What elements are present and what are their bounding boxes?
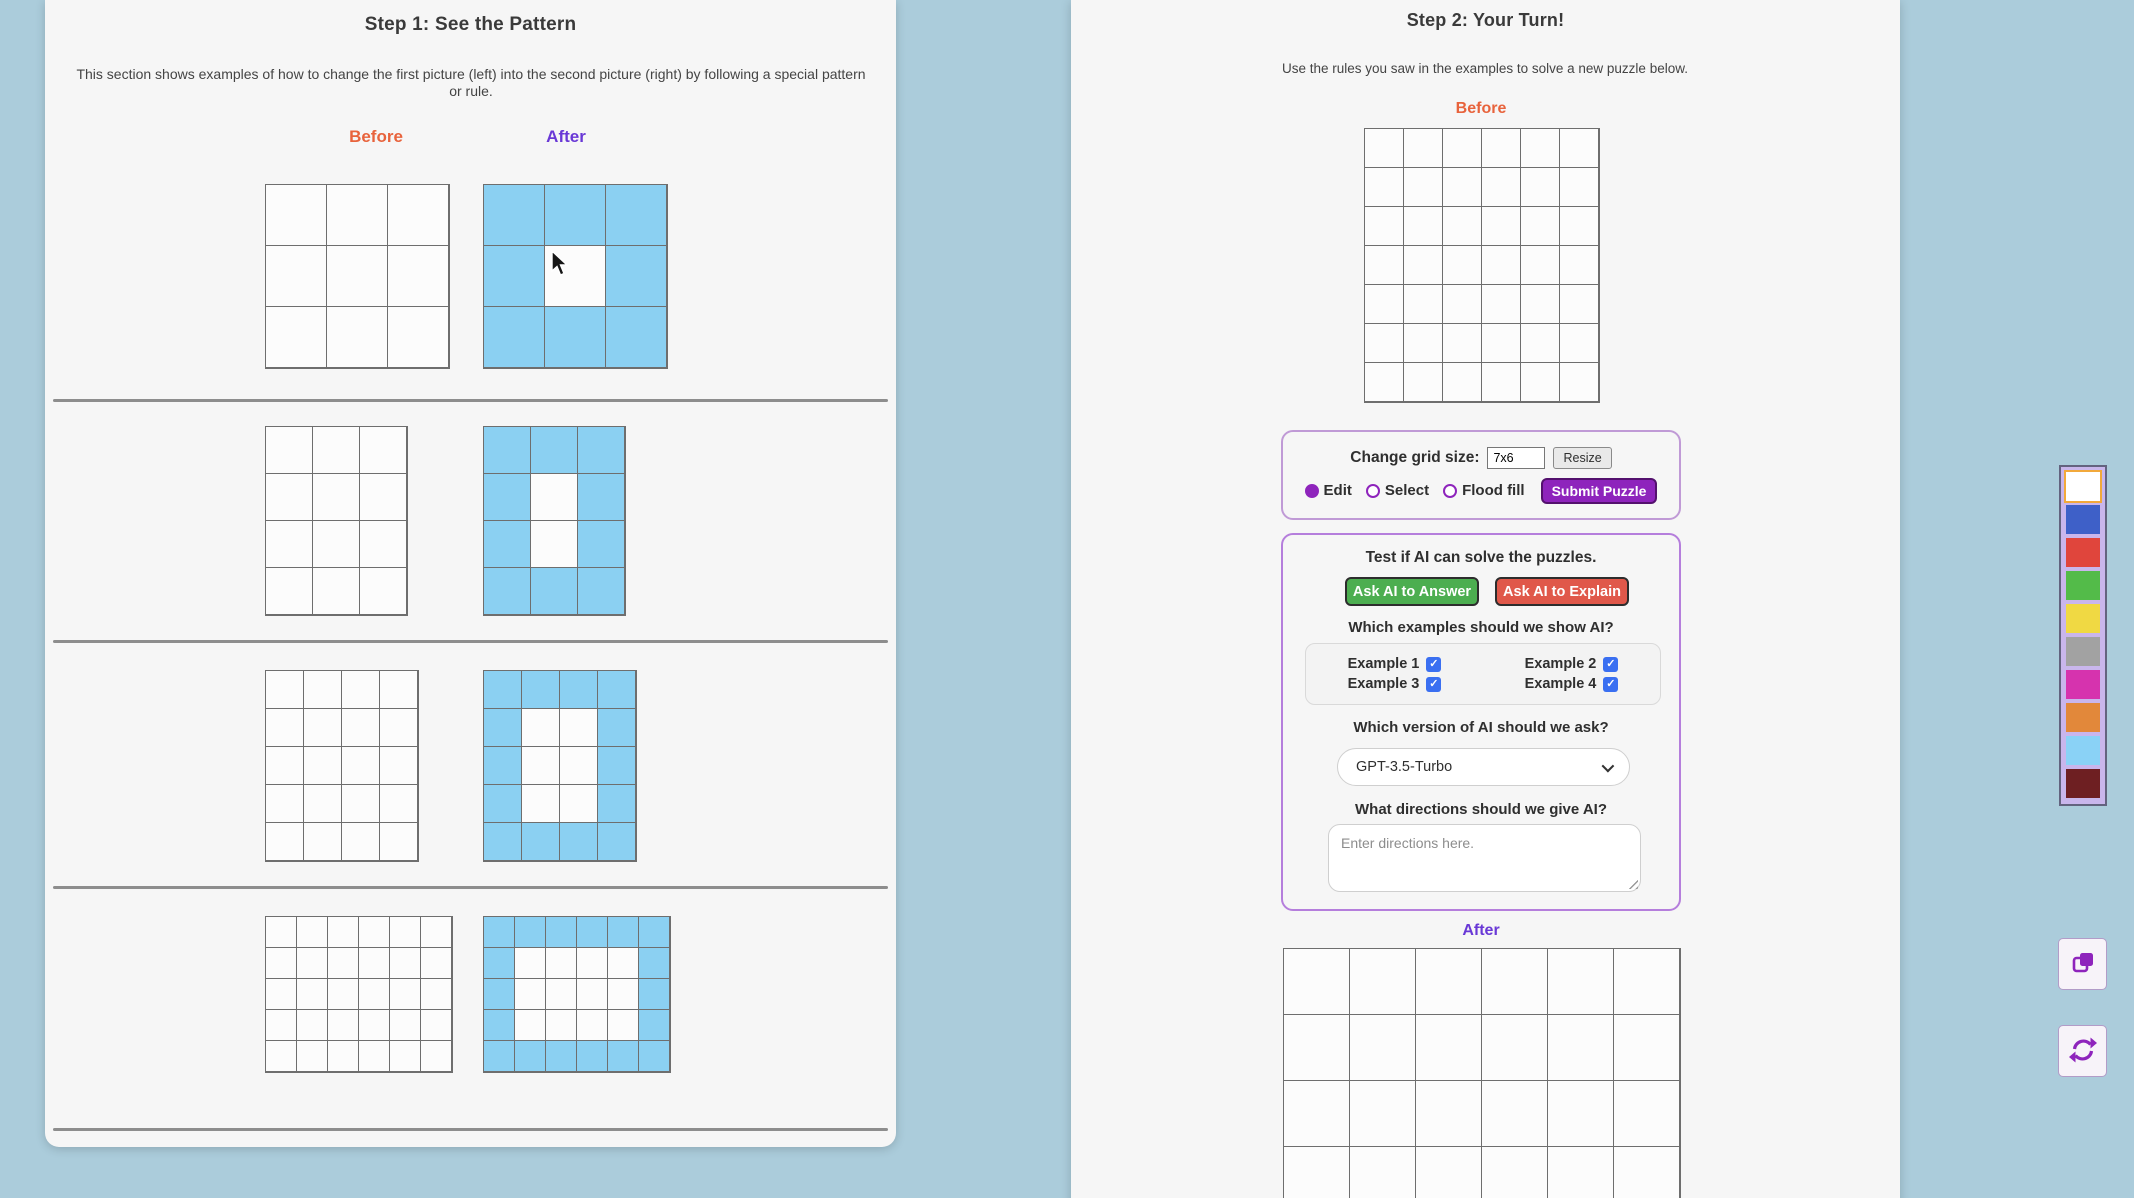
grid-cell[interactable] <box>1482 129 1521 168</box>
grid-cell <box>484 948 515 979</box>
palette-swatch[interactable] <box>2066 604 2100 633</box>
grid-cell <box>484 1010 515 1041</box>
grid-cell <box>577 1041 608 1072</box>
grid-cell <box>515 948 546 979</box>
grid-cell <box>266 747 304 785</box>
section-divider <box>53 640 888 643</box>
grid-cell <box>639 948 670 979</box>
grid-cell[interactable] <box>1443 207 1482 246</box>
grid-cell[interactable] <box>1365 207 1404 246</box>
resize-button[interactable]: Resize <box>1553 447 1611 469</box>
grid-cell[interactable] <box>1416 1015 1482 1081</box>
grid-cell <box>484 246 545 307</box>
grid-cell <box>380 823 418 861</box>
example-label: Example 3 <box>1347 676 1420 692</box>
mode-label: Select <box>1384 482 1430 499</box>
after-column-label: After <box>546 127 586 146</box>
grid-cell <box>327 246 388 307</box>
grid-cell <box>608 948 639 979</box>
grid-cell <box>560 785 598 823</box>
mode-radio-edit[interactable] <box>1305 482 1352 499</box>
grid-cell <box>484 671 522 709</box>
palette-swatch[interactable] <box>2066 538 2100 567</box>
grid-cell <box>390 979 421 1010</box>
grid-cell <box>606 246 667 307</box>
palette-swatch[interactable] <box>2066 571 2100 600</box>
grid-cell <box>545 307 606 368</box>
grid-cell <box>608 1010 639 1041</box>
grid-cell <box>546 1041 577 1072</box>
grid-cell <box>546 917 577 948</box>
example4-before-grid <box>265 916 453 1073</box>
grid-cell <box>560 709 598 747</box>
grid-cell <box>266 1041 297 1072</box>
grid-cell <box>327 185 388 246</box>
example-label: Example 4 <box>1524 676 1597 692</box>
grid-cell <box>484 747 522 785</box>
mouse-cursor-icon <box>549 250 571 282</box>
grid-cell[interactable] <box>1443 129 1482 168</box>
grid-cell[interactable] <box>1614 1015 1680 1081</box>
grid-cell <box>266 474 313 521</box>
grid-cell <box>545 185 606 246</box>
grid-cell <box>531 474 578 521</box>
examples-checkbox-box <box>1305 643 1661 705</box>
grid-cell[interactable] <box>1614 1081 1680 1147</box>
grid-cell <box>421 948 452 979</box>
grid-cell[interactable] <box>1350 1147 1416 1198</box>
grid-cell[interactable] <box>1482 363 1521 402</box>
ai-model-select[interactable] <box>1337 748 1630 786</box>
grid-cell <box>546 948 577 979</box>
grid-cell[interactable] <box>1350 1015 1416 1081</box>
grid-cell <box>313 427 360 474</box>
directions-textarea[interactable] <box>1328 824 1641 892</box>
grid-cell[interactable] <box>1521 207 1560 246</box>
grid-cell <box>421 917 452 948</box>
section-divider <box>53 886 888 889</box>
grid-cell <box>578 427 625 474</box>
grid-cell <box>484 307 545 368</box>
example4-after-grid <box>483 916 671 1073</box>
grid-cell[interactable] <box>1560 363 1599 402</box>
grid-cell <box>598 785 636 823</box>
grid-cell <box>606 307 667 368</box>
grid-cell[interactable] <box>1365 363 1404 402</box>
grid-cell <box>313 474 360 521</box>
grid-cell[interactable] <box>1284 1081 1350 1147</box>
grid-cell <box>360 427 407 474</box>
step1-panel <box>45 0 896 1147</box>
grid-cell <box>484 568 531 615</box>
grid-cell <box>297 948 328 979</box>
grid-cell[interactable] <box>1404 168 1443 207</box>
grid-cell[interactable] <box>1404 207 1443 246</box>
grid-cell <box>266 917 297 948</box>
grid-cell <box>359 1010 390 1041</box>
grid-cell[interactable] <box>1482 168 1521 207</box>
grid-cell[interactable] <box>1560 324 1599 363</box>
grid-cell <box>266 427 313 474</box>
grid-cell <box>578 521 625 568</box>
grid-cell <box>484 917 515 948</box>
grid-cell[interactable] <box>1443 246 1482 285</box>
grid-cell <box>380 785 418 823</box>
grid-cell <box>328 1010 359 1041</box>
grid-cell <box>484 185 545 246</box>
grid-cell[interactable] <box>1365 168 1404 207</box>
grid-cell[interactable] <box>1404 324 1443 363</box>
grid-cell <box>484 823 522 861</box>
grid-cell[interactable] <box>1521 246 1560 285</box>
grid-cell <box>266 246 327 307</box>
grid-cell <box>515 917 546 948</box>
grid-cell[interactable] <box>1404 246 1443 285</box>
grid-cell[interactable] <box>1560 207 1599 246</box>
grid-cell <box>266 823 304 861</box>
palette-swatch[interactable] <box>2066 505 2100 534</box>
grid-cell[interactable] <box>1365 285 1404 324</box>
puzzle-after-grid[interactable] <box>1283 948 1681 1198</box>
version-question: Which version of AI should we ask? <box>1353 719 1609 736</box>
grid-cell <box>531 568 578 615</box>
palette-swatch[interactable] <box>2066 736 2100 765</box>
grid-cell <box>313 521 360 568</box>
grid-cell <box>577 948 608 979</box>
step1-title: Step 1: See the Pattern <box>364 14 577 35</box>
grid-cell <box>328 917 359 948</box>
puzzle-after-label: After <box>1462 922 1500 939</box>
grid-cell[interactable] <box>1482 207 1521 246</box>
grid-cell[interactable] <box>1560 246 1599 285</box>
grid-cell <box>598 709 636 747</box>
grid-cell <box>297 917 328 948</box>
grid-cell <box>342 709 380 747</box>
mode-radio-group <box>1283 478 1679 504</box>
directions-question: What directions should we give AI? <box>1355 801 1607 818</box>
grid-cell <box>304 785 342 823</box>
grid-cell <box>639 917 670 948</box>
grid-cell[interactable] <box>1416 949 1482 1015</box>
examples-question: Which examples should we show AI? <box>1348 619 1614 636</box>
grid-cell <box>608 1041 639 1072</box>
grid-cell[interactable] <box>1521 324 1560 363</box>
grid-cell <box>266 948 297 979</box>
mode-label: Flood fill <box>1462 482 1525 499</box>
grid-cell <box>546 979 577 1010</box>
grid-cell[interactable] <box>1443 168 1482 207</box>
grid-cell <box>390 1041 421 1072</box>
grid-cell[interactable] <box>1614 1147 1680 1198</box>
submit-puzzle-button[interactable]: Submit Puzzle <box>1541 478 1658 504</box>
grid-cell <box>388 185 449 246</box>
grid-cell <box>266 785 304 823</box>
grid-cell <box>578 568 625 615</box>
section-divider <box>53 399 888 402</box>
grid-cell <box>380 671 418 709</box>
example1-before-grid <box>265 184 450 369</box>
grid-cell <box>421 1010 452 1041</box>
grid-cell <box>266 1010 297 1041</box>
grid-cell <box>360 521 407 568</box>
grid-size-input[interactable] <box>1487 447 1545 469</box>
section-divider <box>53 1128 888 1131</box>
grid-cell[interactable] <box>1521 285 1560 324</box>
grid-cell <box>266 568 313 615</box>
grid-cell[interactable] <box>1548 1081 1614 1147</box>
example1-after-grid <box>483 184 668 369</box>
example-checkbox-item <box>1348 656 1442 672</box>
grid-cell <box>297 979 328 1010</box>
grid-cell <box>515 979 546 1010</box>
grid-cell <box>560 671 598 709</box>
grid-cell <box>342 785 380 823</box>
checkbox[interactable]: ✓ <box>1603 657 1618 672</box>
example-label: Example 1 <box>1347 656 1420 672</box>
grid-cell[interactable] <box>1614 949 1680 1015</box>
grid-cell[interactable] <box>1404 285 1443 324</box>
grid-cell <box>484 474 531 521</box>
copy-button[interactable] <box>2058 938 2107 990</box>
copy-icon <box>2069 949 2097 980</box>
grid-cell[interactable] <box>1560 168 1599 207</box>
grid-cell <box>560 823 598 861</box>
palette-swatch[interactable] <box>2066 637 2100 666</box>
grid-cell <box>484 521 531 568</box>
refresh-icon <box>2069 1036 2097 1067</box>
checkbox[interactable]: ✓ <box>1426 677 1441 692</box>
grid-cell <box>328 979 359 1010</box>
grid-cell[interactable] <box>1365 246 1404 285</box>
mode-radio-flood-fill[interactable] <box>1443 482 1524 499</box>
grid-cell <box>359 948 390 979</box>
grid-cell[interactable] <box>1482 285 1521 324</box>
grid-cell[interactable] <box>1284 1147 1350 1198</box>
refresh-button[interactable] <box>2058 1025 2107 1077</box>
grid-cell[interactable] <box>1548 949 1614 1015</box>
grid-cell[interactable] <box>1560 129 1599 168</box>
step2-subtitle: Use the rules you saw in the examples to solve a new puzzle below. <box>1282 61 1688 76</box>
step2-title: Step 2: Your Turn! <box>1406 10 1565 30</box>
chevron-down-icon <box>1602 759 1615 772</box>
example-label: Example 2 <box>1524 656 1597 672</box>
grid-cell <box>522 671 560 709</box>
ask-ai-answer-button[interactable]: Ask AI to Answer <box>1345 577 1479 606</box>
grid-cell[interactable] <box>1482 1081 1548 1147</box>
before-column-label: Before <box>349 127 403 146</box>
grid-cell[interactable] <box>1443 363 1482 402</box>
grid-cell <box>522 709 560 747</box>
grid-cell <box>606 185 667 246</box>
grid-cell[interactable] <box>1521 129 1560 168</box>
ai-test-title: Test if AI can solve the puzzles. <box>1365 549 1597 566</box>
grid-cell[interactable] <box>1443 285 1482 324</box>
grid-cell <box>359 917 390 948</box>
grid-cell <box>297 1010 328 1041</box>
grid-cell[interactable] <box>1482 246 1521 285</box>
grid-cell <box>484 979 515 1010</box>
ai-test-box <box>1281 533 1681 911</box>
mode-label: Edit <box>1323 482 1352 499</box>
grid-cell <box>297 1041 328 1072</box>
grid-cell <box>390 948 421 979</box>
checkbox[interactable]: ✓ <box>1426 657 1441 672</box>
ai-model-value: GPT-3.5-Turbo <box>1356 759 1453 775</box>
grid-cell <box>577 979 608 1010</box>
grid-cell <box>266 307 327 368</box>
grid-cell <box>266 709 304 747</box>
grid-cell <box>342 747 380 785</box>
grid-cell[interactable] <box>1548 1147 1614 1198</box>
palette-swatch[interactable] <box>2066 769 2100 798</box>
grid-cell <box>388 307 449 368</box>
grid-cell <box>328 1041 359 1072</box>
grid-cell <box>304 823 342 861</box>
grid-cell <box>515 1041 546 1072</box>
grid-cell <box>515 1010 546 1041</box>
grid-cell <box>390 1010 421 1041</box>
grid-cell[interactable] <box>1482 1015 1548 1081</box>
grid-cell[interactable] <box>1548 1015 1614 1081</box>
grid-cell <box>304 747 342 785</box>
grid-cell <box>313 568 360 615</box>
grid-cell[interactable] <box>1404 363 1443 402</box>
grid-cell[interactable] <box>1482 949 1548 1015</box>
grid-cell <box>484 1041 515 1072</box>
grid-cell <box>421 1041 452 1072</box>
grid-cell <box>598 823 636 861</box>
grid-cell <box>390 917 421 948</box>
radio-icon <box>1305 484 1319 498</box>
grid-cell[interactable] <box>1365 324 1404 363</box>
grid-cell[interactable] <box>1521 363 1560 402</box>
grid-cell[interactable] <box>1560 285 1599 324</box>
grid-cell <box>388 246 449 307</box>
grid-controls-box <box>1281 430 1681 520</box>
grid-cell <box>304 709 342 747</box>
grid-cell <box>522 747 560 785</box>
example-checkbox-item <box>1348 676 1442 692</box>
example-checkbox-item <box>1525 676 1619 692</box>
grid-cell[interactable] <box>1416 1147 1482 1198</box>
example2-before-grid <box>265 426 408 616</box>
grid-cell <box>266 521 313 568</box>
grid-cell <box>360 568 407 615</box>
puzzle-before-label: Before <box>1455 100 1507 117</box>
grid-cell <box>577 917 608 948</box>
grid-cell <box>266 185 327 246</box>
grid-cell <box>304 671 342 709</box>
grid-cell <box>598 671 636 709</box>
grid-cell <box>522 823 560 861</box>
grid-cell <box>598 747 636 785</box>
puzzle-before-grid[interactable] <box>1364 128 1600 403</box>
grid-cell[interactable] <box>1350 1081 1416 1147</box>
grid-cell[interactable] <box>1350 949 1416 1015</box>
checkbox[interactable]: ✓ <box>1603 677 1618 692</box>
radio-icon <box>1366 484 1380 498</box>
grid-cell <box>577 1010 608 1041</box>
grid-cell <box>484 709 522 747</box>
grid-cell[interactable] <box>1404 129 1443 168</box>
grid-cell <box>266 979 297 1010</box>
grid-cell <box>360 474 407 521</box>
grid-cell <box>578 474 625 521</box>
grid-cell <box>342 823 380 861</box>
grid-cell <box>342 671 380 709</box>
grid-cell[interactable] <box>1284 949 1350 1015</box>
grid-cell <box>484 427 531 474</box>
palette-swatch[interactable] <box>2066 670 2100 699</box>
grid-cell <box>546 1010 577 1041</box>
step1-subtitle: This section shows examples of how to change the first picture (left) into the second picture (right) by following a special pattern or rule. <box>76 66 866 99</box>
grid-cell <box>380 709 418 747</box>
example2-after-grid <box>483 426 626 616</box>
grid-cell <box>608 917 639 948</box>
grid-cell <box>531 427 578 474</box>
grid-cell <box>639 1041 670 1072</box>
grid-cell <box>560 747 598 785</box>
color-palette <box>2059 465 2107 806</box>
grid-cell <box>359 979 390 1010</box>
grid-cell <box>380 747 418 785</box>
example3-after-grid <box>483 670 637 862</box>
example3-before-grid <box>265 670 419 862</box>
grid-cell <box>531 521 578 568</box>
grid-cell <box>522 785 560 823</box>
radio-icon <box>1443 484 1457 498</box>
grid-cell[interactable] <box>1365 129 1404 168</box>
grid-cell <box>421 979 452 1010</box>
grid-cell <box>484 785 522 823</box>
example-checkbox-item <box>1525 656 1619 672</box>
grid-cell <box>639 979 670 1010</box>
grid-cell <box>608 979 639 1010</box>
grid-size-label: Change grid size: <box>1350 448 1480 466</box>
grid-cell[interactable] <box>1482 1147 1548 1198</box>
palette-swatch[interactable] <box>2066 472 2100 501</box>
step2-panel <box>1071 0 1900 1198</box>
grid-cell <box>328 948 359 979</box>
mode-radio-select[interactable] <box>1366 482 1429 499</box>
grid-cell[interactable] <box>1416 1081 1482 1147</box>
palette-swatch[interactable] <box>2066 703 2100 732</box>
grid-cell[interactable] <box>1284 1015 1350 1081</box>
grid-cell <box>266 671 304 709</box>
grid-cell <box>639 1010 670 1041</box>
grid-cell[interactable] <box>1482 324 1521 363</box>
ask-ai-explain-button[interactable]: Ask AI to Explain <box>1495 577 1629 606</box>
grid-cell <box>327 307 388 368</box>
grid-cell <box>359 1041 390 1072</box>
grid-cell[interactable] <box>1443 324 1482 363</box>
grid-cell[interactable] <box>1521 168 1560 207</box>
